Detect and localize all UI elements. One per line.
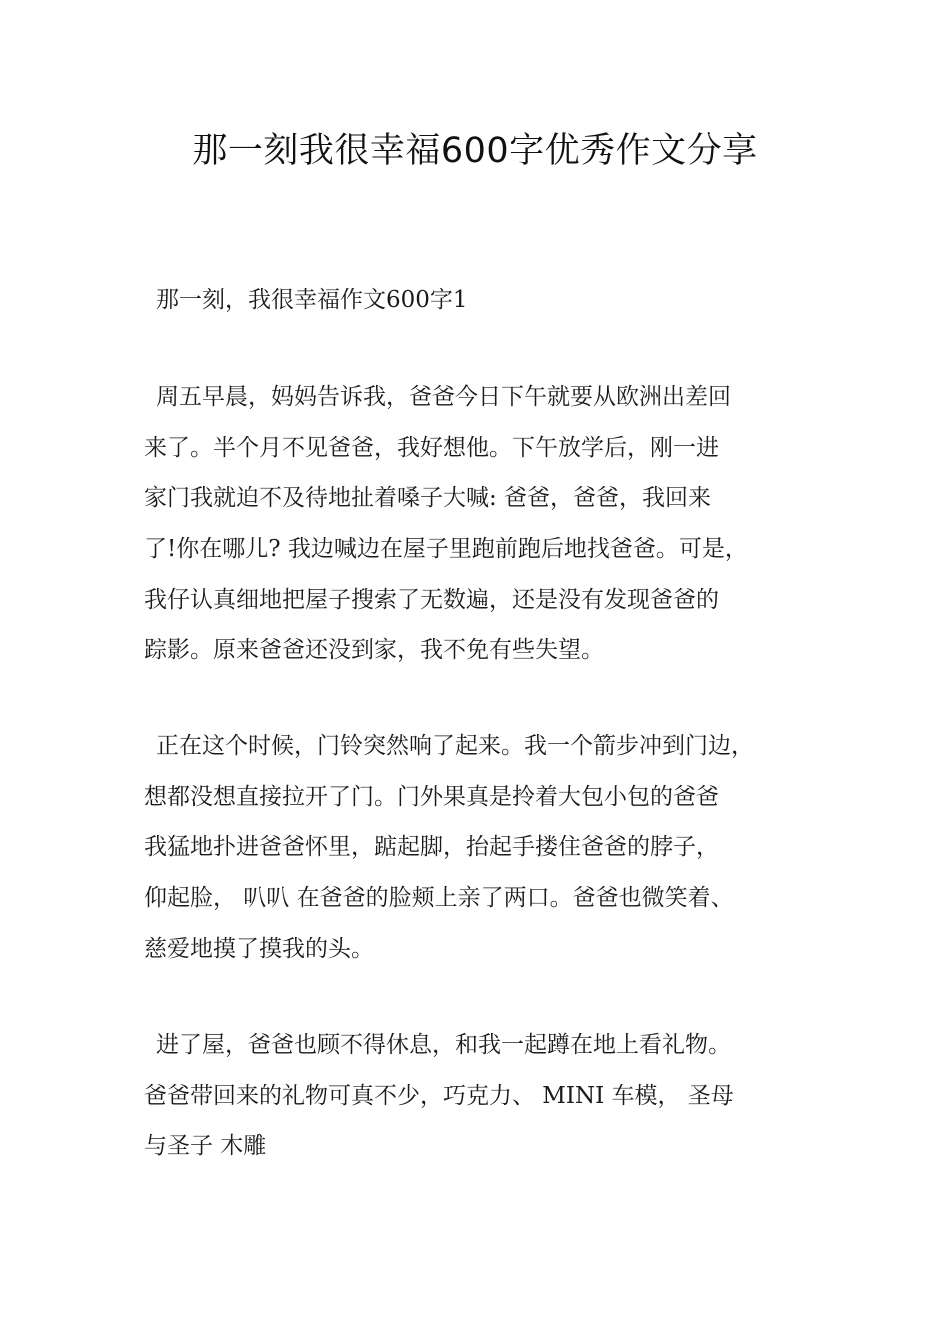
paragraph-line: 与圣子 木雕 bbox=[144, 1133, 267, 1160]
paragraph-line: 家门我就迫不及待地扯着嗓子大喊: 爸爸，爸爸，我回来 bbox=[144, 485, 712, 512]
paragraph-line: 想都没想直接拉开了门。门外果真是拎着大包小包的爸爸 bbox=[144, 783, 719, 810]
paragraph-line: 踪影。原来爸爸还没到家，我不免有些失望。 bbox=[144, 637, 604, 664]
paragraph-3 bbox=[144, 1020, 844, 1172]
paragraph-line: 正在这个时候，门铃突然响了起来。我一个箭步冲到门边， bbox=[156, 733, 754, 759]
paragraph-line: 我猛地扑进爸爸怀里，踮起脚，抬起手搂住爸爸的脖子， bbox=[144, 834, 719, 861]
essay-subheading bbox=[144, 275, 844, 326]
paragraph-line: 仰起脸， 叭叭 在爸爸的脸颊上亲了两口。爸爸也微笑着、 bbox=[144, 885, 734, 912]
paragraph-1 bbox=[144, 372, 844, 676]
paragraph-line: 周五早晨，妈妈告诉我，爸爸今日下午就要从欧洲出差回 bbox=[156, 384, 731, 410]
paragraph-line: 慈爱地摸了摸我的头。 bbox=[144, 935, 374, 962]
paragraph-line: 我仔认真细地把屋子搜索了无数遍，还是没有发现爸爸的 bbox=[144, 586, 719, 613]
paragraph-line: 了!你在哪儿? 我边喊边在屋子里跑前跑后地找爸爸。可是， bbox=[144, 536, 748, 563]
paragraph-line: 进了屋，爸爸也顾不得休息，和我一起蹲在地上看礼物。 bbox=[156, 1032, 731, 1058]
document-title: 那一刻我很幸福600字优秀作文分享 bbox=[192, 131, 758, 171]
subheading-text: 那一刻，我很幸福作文600字1 bbox=[156, 287, 468, 313]
paragraph-2 bbox=[144, 721, 844, 974]
paragraph-line: 爸爸带回来的礼物可真不少，巧克力、 MINI 车模， 圣母 bbox=[144, 1082, 734, 1109]
paragraph-line: 来了。半个月不见爸爸，我好想他。下午放学后，刚一进 bbox=[144, 434, 719, 461]
